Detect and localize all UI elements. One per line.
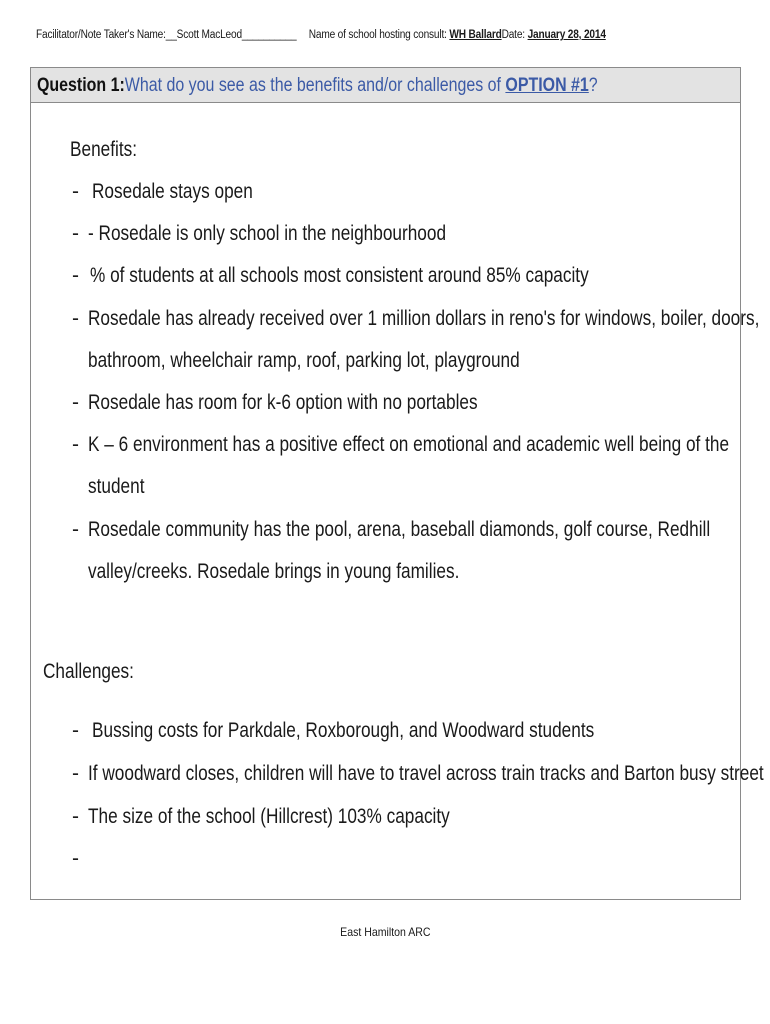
- bullet-dash: -: [72, 264, 79, 287]
- school-name: WH Ballard: [449, 29, 502, 41]
- benefit-item: Rosedale stays open: [92, 180, 253, 203]
- footer: [0, 925, 770, 939]
- benefit-item-continued: valley/creeks. Rosedale brings in young families.: [88, 560, 460, 583]
- date-label: Date:: [501, 29, 525, 41]
- footer-text: East Hamilton ARC: [339, 925, 431, 939]
- challenge-item: The size of the school (Hillcrest) 103% capacity: [88, 805, 450, 828]
- benefit-item-continued: student: [88, 475, 145, 498]
- question-text: What do you see as the benefits and/or challenges of: [124, 75, 506, 96]
- benefit-item-continued: bathroom, wheelchair ramp, roof, parking lot, playground: [88, 349, 520, 372]
- benefit-item: % of students at all schools most consistent around 85% capacity: [90, 264, 589, 287]
- question-option: OPTION #1: [505, 75, 589, 96]
- bullet-dash: -: [72, 433, 79, 456]
- facilitator-name: __Scott MacLeod__________: [165, 29, 297, 41]
- benefit-item: - Rosedale is only school in the neighbourhood: [88, 222, 447, 245]
- bullet-dash: -: [72, 762, 79, 785]
- benefit-item: K – 6 environment has a positive effect on emotional and academic well being of the: [88, 433, 730, 456]
- bullet-dash: -: [72, 719, 79, 742]
- challenge-item: If woodward closes, children will have to travel across train tracks and Barton busy street: [88, 762, 764, 785]
- benefits-heading: Benefits:: [70, 138, 138, 161]
- date-value: January 28, 2014: [527, 29, 606, 41]
- question-box: [30, 67, 764, 900]
- form-header: [36, 29, 606, 41]
- bullet-dash: -: [72, 391, 79, 414]
- question-label: Question 1:: [37, 75, 125, 96]
- benefit-item: Rosedale has already received over 1 million dollars in reno's for windows, boiler, doors,: [88, 307, 760, 330]
- benefit-item: Rosedale has room for k-6 option with no portables: [88, 391, 478, 414]
- question-bar: [31, 68, 740, 103]
- question-title: [37, 75, 598, 97]
- bullet-dash: -: [72, 222, 79, 245]
- facilitator-label: Facilitator/Note Taker's Name:: [36, 29, 166, 41]
- challenges-heading: Challenges:: [43, 660, 134, 683]
- school-label: Name of school hosting consult:: [308, 29, 447, 41]
- question-end: ?: [588, 75, 598, 96]
- bullet-dash: -: [72, 805, 79, 828]
- bullet-dash: -: [72, 180, 79, 203]
- bullet-dash: -: [72, 847, 79, 870]
- bullet-dash: -: [72, 518, 79, 541]
- bullet-dash: -: [72, 307, 79, 330]
- challenge-item: Bussing costs for Parkdale, Roxborough, and Woodward students: [92, 719, 595, 742]
- benefit-item: Rosedale community has the pool, arena, baseball diamonds, golf course, Redhill: [88, 518, 711, 541]
